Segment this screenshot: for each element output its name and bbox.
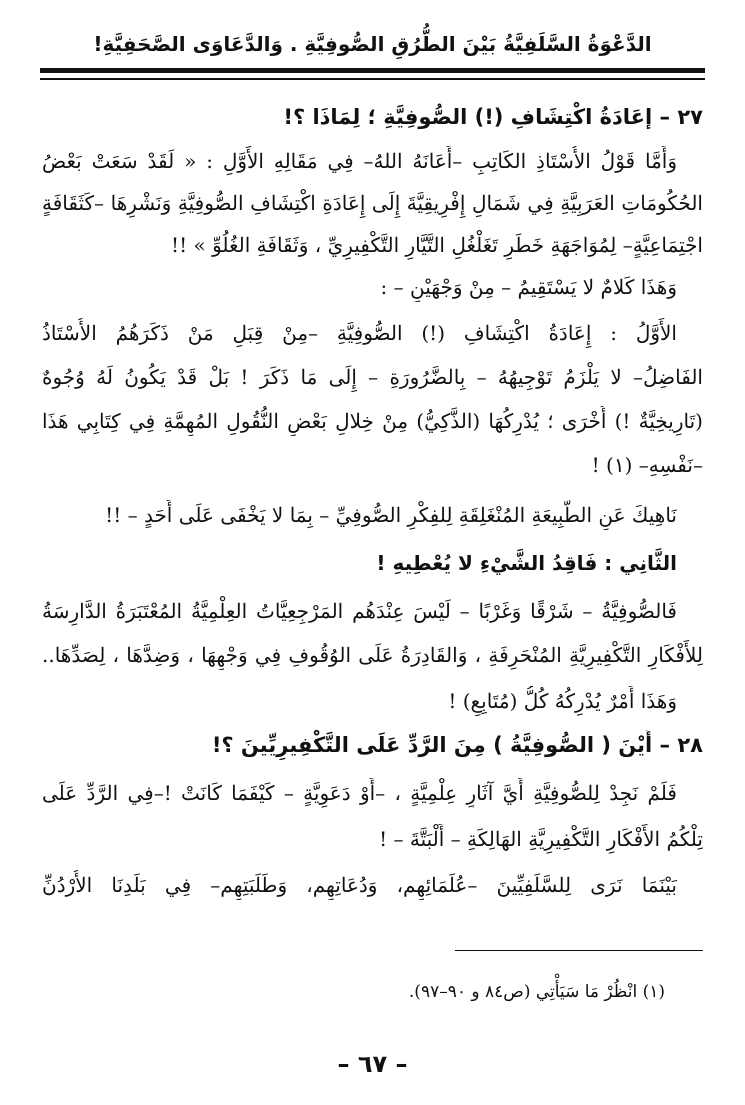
paragraph-line: وَهَذَا أَمْرٌ يُدْرِكُهُ كُلُّ (مُتَابِعٍ) ! [448, 689, 677, 713]
paragraph-line: الأَوَّلُ : إِعَادَةُ اكْتِشَافِ (!) الصُّوفِيَّةِ –مِنْ قِبَلِ مَنْ ذَكَرَهُمُ الأُسْتَاذُ [42, 321, 677, 345]
paragraph-line: الحُكُومَاتِ العَرَبِيَّةِ فِي شَمَالِ إِفْرِيقِيَّةَ إِلَى إِعَادَةِ اكْتِشَافِ الصُّوفِيَّةِ وَنَشْرِهَا –كَثَقَافَةٍ [42, 191, 703, 215]
paragraph-line: تِلْكُمُ الأَفْكَارِ التَّكْفِيرِيَّةِ الهَالِكَةِ – أَلْبَتَّةَ – ! [379, 827, 703, 851]
header-rule-thin [40, 78, 705, 80]
page-number: – ٦٧ – [337, 1050, 408, 1078]
paragraph-line: اجْتِمَاعِيَّةٍ– لِمُوَاجَهَةِ خَطَرِ تَغَلْغُلِ التَّيَّارِ التَّكْفِيرِيِّ ، وَثَقَافَةِ الغُلُوِّ » !! [171, 233, 703, 257]
paragraph-line: لِلأَفْكَارِ التَّكْفِيرِيَّةِ المُنْحَرِفَةِ ، وَالقَادِرَةُ عَلَى الوُقُوفِ فِي وَجْهِهَا ، وَضِدَّهَا ، لِصَدِّهَا.. [42, 643, 703, 667]
paragraph-line: نَاهِيكَ عَنِ الطَّبِيعَةِ المُنْغَلِقَةِ لِلفِكْرِ الصُّوفِيِّ – بِمَا لا يَخْفَى عَلَى أَحَدٍ – !! [105, 503, 677, 527]
paragraph-line: –نَفْسِهِ– (١) ! [591, 453, 703, 477]
header-rule-thick [40, 68, 705, 73]
paragraph-line: وَأَمَّا قَوْلُ الأُسْتَاذِ الكَاتِبِ –أَعَانَهُ اللهُ– فِي مَقَالِهِ الأَوَّلِ : « لَقَدْ سَعَتْ بَعْضُ [42, 149, 677, 173]
section-heading-28: ٢٨ – أَيْنَ ( الصُّوفِيَّةُ ) مِنَ الرَّدِّ عَلَى التَّكْفِيرِيِّينَ ؟! [211, 733, 703, 757]
footnote-rule [455, 950, 703, 951]
paragraph-line: فَالصُّوفِيَّةُ – شَرْقًا وَغَرْبًا – لَيْسَ عِنْدَهُم المَرْجِعِيَّاتُ العِلْمِيَّةُ المُعْتَبَرَةُ الدَّارِسَةُ [42, 599, 677, 623]
paragraph-line: بَيْنَمَا نَرَى لِلسَّلَفِيِّينَ –عُلَمَائِهِم، وَدُعَاتِهِم، وَطَلَبَتِهِم– فِي بَلَدِنَا الأُرْدُنِّ [42, 873, 677, 897]
paragraph-line: (تَارِيخِيَّةٌ !) أُخْرَى ؛ يُدْرِكُهَا (الذَّكِيُّ) مِنْ خِلالِ بَعْضِ النُّقُولِ المُهِمَّةِ فِي كِتَابِي هَذَا [42, 409, 703, 433]
paragraph-line: فَلَمْ نَجِدْ لِلصُّوفِيَّةِ أَيَّ آثَارٍ عِلْمِيَّةٍ ، –أَوْ دَعَوِيَّةٍ – كَيْفَمَا كَانَتْ !–فِي الرَّدِّ عَلَى [42, 781, 677, 805]
running-title: الدَّعْوَةُ السَّلَفِيَّةُ بَيْنَ الطُّرُقِ الصُّوفِيَّةِ . وَالدَّعَاوَى الصَّحَفِيَّةِ! [93, 32, 652, 56]
subheading-second: الثَّانِي : فَاقِدُ الشَّيْءِ لا يُعْطِيهِ ! [376, 551, 677, 575]
section-heading-27: ٢٧ – إعَادَةُ اكْتِشَافِ (!) الصُّوفِيَّةِ ؛ لِمَاذَا ؟! [283, 105, 703, 129]
paragraph-line: وَهَذَا كَلامٌ لا يَسْتَقِيمُ – مِنْ وَجْهَيْنِ – : [380, 275, 677, 299]
paragraph-line: الفَاضِلُ– لا يَلْزَمُ تَوْجِيهُهُ – بِالضَّرُورَةِ – إِلَى مَا ذَكَرَ ! بَلْ قَدْ يَكُونُ لَهُ وُجُوهٌ [42, 365, 703, 389]
footnote: (١) انْظُرْ مَا سَيَأْتِي (ص٨٤ و ٩٠–٩٧). [408, 982, 665, 1002]
